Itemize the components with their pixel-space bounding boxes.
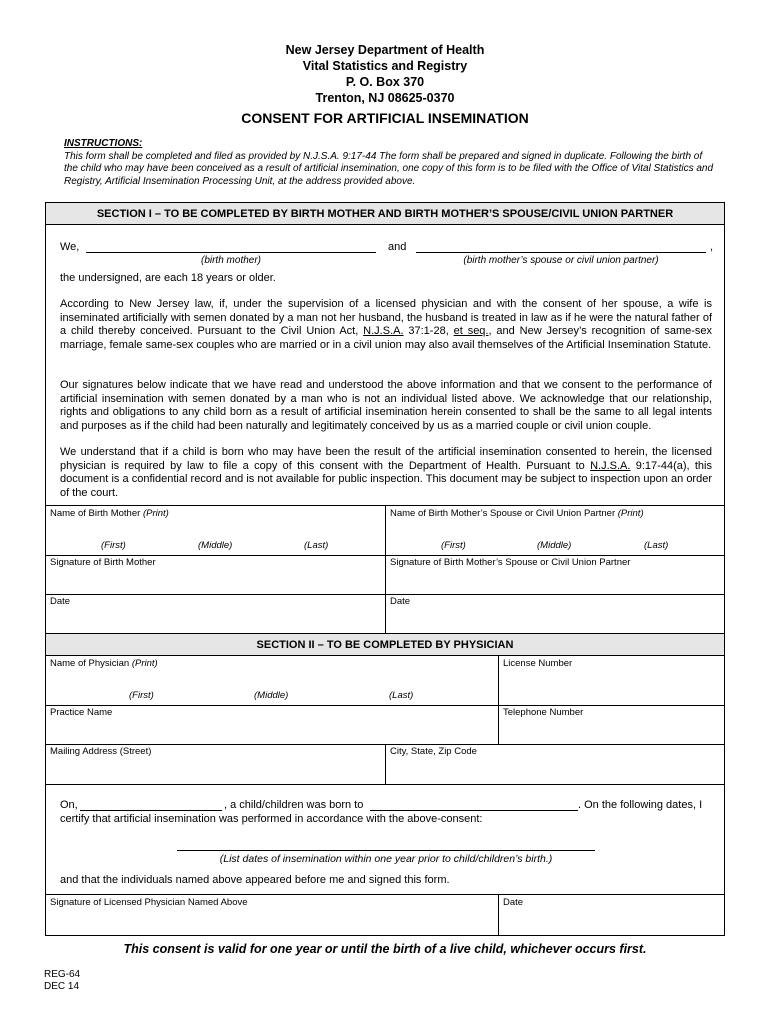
birth-date-line[interactable] bbox=[80, 810, 222, 811]
divider bbox=[46, 594, 724, 595]
agency-po-box: P. O. Box 370 bbox=[345, 75, 425, 89]
print-note: (Print) bbox=[142, 508, 169, 519]
mother-last-caption: (Last) bbox=[304, 540, 329, 551]
spouse-date-field[interactable]: Date bbox=[390, 596, 411, 607]
we-label: We, bbox=[60, 241, 80, 253]
print-note: (Print) bbox=[131, 658, 158, 669]
insemination-dates-line[interactable] bbox=[177, 850, 595, 851]
field-label: Name of Birth Mother’s Spouse or Civil Union Partner bbox=[390, 508, 616, 519]
child-born-text: , a child/children was born to bbox=[224, 799, 364, 811]
section1-heading: SECTION I – TO BE COMPLETED BY BIRTH MOTHER AND BIRTH MOTHER’S SPOUSE/CIVIL UNION PARTNER bbox=[46, 203, 724, 225]
insemination-dates-caption: (List dates of insemination within one year prior to child/children’s birth.) bbox=[219, 853, 553, 865]
para1-citation: N.J.S.A. bbox=[363, 325, 404, 338]
para1-text-b: 37:1-28, bbox=[403, 325, 454, 338]
divider bbox=[46, 784, 724, 785]
divider bbox=[46, 894, 724, 895]
birth-mother-name-line[interactable] bbox=[86, 252, 376, 253]
spouse-middle-caption: (Middle) bbox=[537, 540, 572, 551]
para1-text-c: , and New Jersey’s recognition of same-sex marriage, female same-sex couples who are married or in a civil union may also avail themselves of the Artificial Insemination Statute. bbox=[60, 325, 713, 351]
form-number: REG-64 bbox=[44, 969, 81, 980]
city-state-zip-field[interactable]: City, State, Zip Code bbox=[390, 746, 477, 757]
mother-first-caption: (First) bbox=[101, 540, 126, 551]
section2-heading: SECTION II – TO BE COMPLETED BY PHYSICIAN bbox=[46, 634, 724, 656]
form-identifier bbox=[44, 969, 80, 993]
para3-text-a: We understand that if a child is born who may have been the result of the artificial insemination consented to herein, the licensed physician is required by law to file a copy of this consent with the Department of Health. Pursuant to bbox=[60, 446, 712, 472]
para3-text-b: 9:17-44(a), this document is a confidential record and is not available for public inspection. This document may be subject to inspection upon an order of the court. bbox=[60, 459, 712, 499]
divider bbox=[46, 705, 724, 706]
parent-name-line[interactable] bbox=[370, 810, 578, 811]
para3-citation: N.J.S.A. bbox=[590, 459, 631, 472]
physician-first-caption: (First) bbox=[129, 690, 154, 701]
validity-note: This consent is valid for one year or until the birth of a live child, whichever occurs first. bbox=[123, 942, 647, 956]
spouse-first-caption: (First) bbox=[441, 540, 466, 551]
spouse-signature-field[interactable]: Signature of Birth Mother’s Spouse or Civil Union Partner bbox=[390, 557, 631, 568]
form-revision: DEC 14 bbox=[44, 981, 80, 992]
birth-mother-caption: (birth mother) bbox=[200, 255, 261, 266]
following-dates-text: . On the following dates, I bbox=[578, 799, 703, 811]
and-label: and bbox=[388, 241, 407, 253]
para1-text-a: According to New Jersey law, if, under the supervision of a licensed physician and with the consent of her spouse, a wife is inseminated artificially with semen donated by a man not her husband, the husband is treated in law as if he were the natural father of a child thereby conceived. Pursuant to the Civil Union Act, bbox=[60, 298, 712, 338]
practice-name-field[interactable]: Practice Name bbox=[50, 707, 113, 718]
legal-paragraph-1 bbox=[60, 298, 712, 352]
instructions-text: This form shall be completed and filed as provided by N.J.S.A. 9:17-44 The form shall be prepared and signed in duplicate. Following the birth of the child who may have been conceived as a result of artificial insemination, one copy of this form is to be filed with the Office of Vital Statistics and Registry, Artificial Insemination Processing Unit, at the address provided above. bbox=[64, 150, 714, 187]
birth-mother-date-field[interactable]: Date bbox=[50, 596, 71, 607]
agency-header bbox=[0, 42, 770, 106]
column-divider bbox=[385, 505, 386, 633]
birth-mother-name-field[interactable] bbox=[50, 508, 169, 519]
appeared-text: and that the individuals named above appeared before me and signed this form. bbox=[60, 874, 450, 886]
print-note: (Print) bbox=[617, 508, 644, 519]
mother-middle-caption: (Middle) bbox=[198, 540, 233, 551]
physician-last-caption: (Last) bbox=[389, 690, 414, 701]
physician-middle-caption: (Middle) bbox=[254, 690, 289, 701]
legal-paragraph-3 bbox=[60, 446, 712, 500]
birth-mother-signature-field[interactable]: Signature of Birth Mother bbox=[50, 557, 156, 568]
spouse-name-line[interactable] bbox=[416, 252, 706, 253]
field-label: Name of Physician bbox=[50, 658, 130, 669]
comma: , bbox=[710, 241, 714, 253]
physician-signature-field[interactable]: Signature of Licensed Physician Named Above bbox=[50, 897, 248, 908]
on-label: On, bbox=[60, 799, 78, 811]
para1-et-seq: et seq. bbox=[453, 325, 489, 338]
legal-paragraph-2: Our signatures below indicate that we have read and understood the above information and that we consent to the performance of artificial insemination with semen donated by a man who is not an individual listed above. We acknowledge that our relationship, rights and obligations to any child born as a result of artificial insemination herein consented to shall be the same to all legal intents and purposes as if the child had been naturally and legitimately conceived by us as a married couple or civil union couple. bbox=[60, 379, 712, 432]
agency-name: New Jersey Department of Health bbox=[285, 43, 485, 57]
physician-name-field[interactable] bbox=[50, 658, 158, 669]
field-label: Name of Birth Mother bbox=[50, 508, 141, 519]
instructions bbox=[64, 138, 714, 188]
instructions-label: INSTRUCTIONS: bbox=[64, 138, 143, 149]
certify-text: certify that artificial insemination was performed in accordance with the above-consent: bbox=[60, 813, 483, 825]
undersigned-text: the undersigned, are each 18 years or older. bbox=[60, 272, 276, 284]
spouse-last-caption: (Last) bbox=[644, 540, 669, 551]
spouse-caption: (birth mother’s spouse or civil union partner) bbox=[463, 255, 659, 266]
form-frame bbox=[45, 202, 725, 936]
form-title: CONSENT FOR ARTIFICIAL INSEMINATION bbox=[241, 110, 529, 126]
column-divider bbox=[498, 894, 499, 935]
license-number-field[interactable]: License Number bbox=[503, 658, 573, 669]
physician-date-field[interactable]: Date bbox=[503, 897, 524, 908]
column-divider bbox=[498, 656, 499, 744]
agency-city: Trenton, NJ 08625-0370 bbox=[315, 91, 455, 105]
agency-division: Vital Statistics and Registry bbox=[302, 59, 468, 73]
column-divider bbox=[385, 744, 386, 784]
telephone-number-field[interactable]: Telephone Number bbox=[503, 707, 584, 718]
spouse-name-field[interactable] bbox=[390, 508, 644, 519]
divider bbox=[46, 555, 724, 556]
mailing-address-field[interactable]: Mailing Address (Street) bbox=[50, 746, 152, 757]
